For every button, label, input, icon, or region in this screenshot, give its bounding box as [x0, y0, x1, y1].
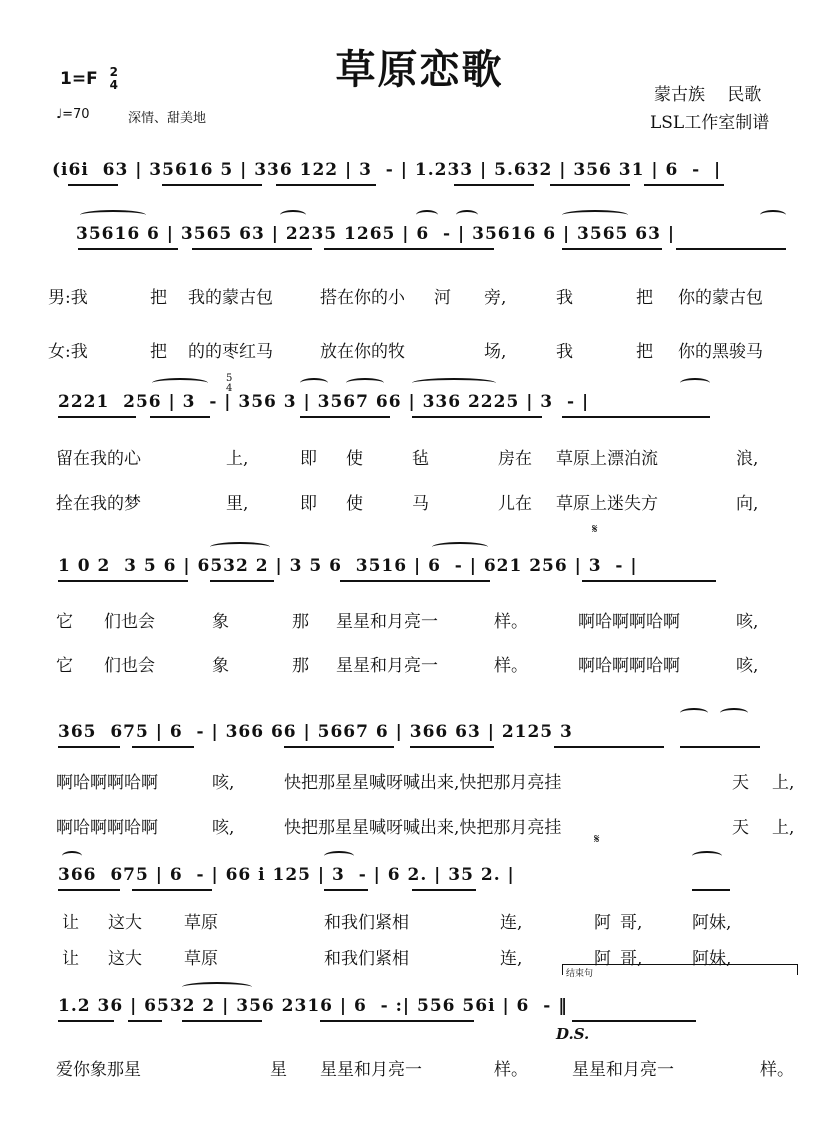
slur [680, 708, 708, 718]
lyric-word: 它 [56, 656, 73, 676]
lyric-word: 那 [292, 656, 309, 676]
beam-line [58, 746, 120, 748]
beam-line [692, 889, 730, 891]
beam-line [572, 1020, 696, 1022]
lyric-word: 和我们紧相 [324, 913, 409, 933]
ds-mark: D.S. [556, 1025, 590, 1043]
slur [720, 708, 748, 718]
lyric-word: 的的枣红马 [188, 342, 273, 362]
lyric-word: 阿妹, [692, 949, 732, 969]
lyric-word: 草原上迷失方 [556, 494, 658, 514]
lyric-word: 上, [226, 449, 249, 469]
beam-line [454, 184, 534, 186]
lyric-word: 啊哈啊啊哈啊 [578, 656, 680, 676]
lyric-word: 样。 [494, 656, 528, 676]
lyric-word: 星星和月亮一 [320, 1060, 422, 1080]
beam-line [284, 746, 394, 748]
expression-mark: 深情、甜美地 [128, 111, 207, 126]
lyric-word: 这大 [108, 913, 142, 933]
lyric-word: 旁, [484, 288, 507, 308]
lyric-word: 咳, [736, 612, 759, 632]
lyric-word: 样。 [760, 1060, 794, 1080]
lyric-word: 样。 [494, 612, 528, 632]
lyric-word: 草原上漂泊流 [556, 449, 658, 469]
lyric-word: 象 [212, 612, 229, 632]
lyric-word: 阿 [594, 949, 611, 969]
lyric-word: 星 [270, 1060, 287, 1080]
lyric-word: 快把那星星喊呀喊出来,快把那月亮挂 [284, 818, 562, 838]
lyric-word: 搭在你的小 [320, 288, 405, 308]
lyric-word: 你的蒙古包 [678, 288, 763, 308]
lyric-word: 草原 [184, 913, 218, 933]
lyric-word: 把 [150, 342, 167, 362]
beam-line [562, 248, 662, 250]
lyric-word: 把 [636, 288, 653, 308]
beam-line [676, 248, 786, 250]
lyric-word: 连, [500, 913, 523, 933]
staff-notes: 1.2 36 | 6532 2 | 356 2316 | 6 - :| 556 56i | 6 - ‖ [58, 996, 568, 1016]
lyric-word: 它 [56, 612, 73, 632]
lyric-word: 们也会 [104, 612, 155, 632]
time-top: 2 [109, 65, 118, 79]
lyric-word: 马 [412, 494, 429, 514]
lyric-word: 样。 [494, 1060, 528, 1080]
slur [210, 542, 270, 552]
beam-line [58, 580, 188, 582]
beam-line [192, 248, 312, 250]
slur [692, 851, 722, 861]
transcriber-credit: LSL工作室制谱 [650, 113, 770, 133]
staff-line-6 [0, 857, 839, 907]
staff-notes: 35616 6 | 3565 63 | 2235 1265 | 6 - | 35616 6 | 3565 63 | [76, 224, 676, 244]
lyric-line-3a [0, 607, 839, 635]
slur [80, 210, 146, 220]
lyric-word: 上, [772, 773, 795, 793]
beam-line [680, 746, 760, 748]
lyric-word: 毡 [412, 449, 429, 469]
lyric-word: 和我们紧相 [324, 949, 409, 969]
lyric-word: 里, [226, 494, 249, 514]
beam-line [162, 184, 262, 186]
lyric-word: 天 [732, 773, 749, 793]
beam-line [276, 184, 376, 186]
key-signature [60, 66, 118, 92]
beam-line [68, 184, 118, 186]
staff-notes: (i6i 63 | 35616 5 | 336 122 | 3 - | 1.233 | 5.632 | 356 31 | 6 - | [52, 160, 722, 180]
staff-line-2 [0, 216, 839, 266]
segno-mark: 𝄋 [594, 832, 600, 847]
meter-bottom: 4 [226, 383, 233, 394]
meter-change [226, 374, 232, 394]
lyric-word: 象 [212, 656, 229, 676]
lyric-word: 们也会 [104, 656, 155, 676]
lyric-word: 啊哈啊啊哈啊 [578, 612, 680, 632]
slur [62, 851, 82, 861]
lyric-line-female [0, 337, 839, 365]
slur [456, 210, 478, 220]
slur [416, 210, 438, 220]
lyric-word: 场, [484, 342, 507, 362]
slur [412, 378, 496, 388]
beam-line [340, 580, 490, 582]
slur [300, 378, 328, 388]
time-signature [110, 66, 118, 92]
ending-label: 结束句 [566, 969, 594, 979]
beam-line [554, 746, 664, 748]
staff-notes: 2221 256 | 3 - | 356 3 | 3567 66 | 336 2225 | 3 - | [58, 392, 590, 412]
lyric-word: 即 [300, 494, 317, 514]
lyric-word: 咳, [736, 656, 759, 676]
lyric-line-2a [0, 444, 839, 472]
staff-notes: 366 675 | 6 - | 66 i 125 | 3 - | 6 2. | 35 2. | [58, 865, 515, 885]
staff-line-5 [0, 714, 839, 764]
lyric-word: 向, [736, 494, 759, 514]
beam-line [78, 248, 178, 250]
ending-bracket [562, 964, 798, 975]
lyric-word: 星星和月亮一 [572, 1060, 674, 1080]
lyric-word: 男:我 [48, 288, 88, 308]
beam-line [550, 184, 630, 186]
lyric-word: 啊哈啊啊哈啊 [56, 773, 158, 793]
lyric-line-4a [0, 768, 839, 796]
beam-line [412, 889, 476, 891]
slur [562, 210, 628, 220]
lyric-word: 使 [346, 494, 363, 514]
lyric-word: 阿妹, [692, 913, 732, 933]
key-text: 1=F [60, 69, 98, 89]
slur [680, 378, 710, 388]
beam-line [132, 746, 194, 748]
beam-line [58, 1020, 114, 1022]
lyric-word: 放在你的牧 [320, 342, 405, 362]
lyric-word: 草原 [184, 949, 218, 969]
lyric-word: 女:我 [48, 342, 88, 362]
meter-top: 5 [226, 373, 233, 384]
slur [182, 982, 252, 992]
lyric-word: 哥, [620, 949, 643, 969]
beam-line [182, 1020, 262, 1022]
lyric-line-5a [0, 908, 839, 936]
lyric-line-4b [0, 813, 839, 841]
song-title: 草原恋歌 [335, 47, 504, 93]
slur [346, 378, 384, 388]
lyric-word: 房在 [498, 449, 532, 469]
staff-line-4 [0, 548, 839, 598]
beam-line [582, 580, 716, 582]
beam-line [58, 889, 120, 891]
lyric-word: 使 [346, 449, 363, 469]
origin-credit: 蒙古族 民歌 [654, 85, 762, 105]
beam-line [412, 416, 542, 418]
lyric-word: 即 [300, 449, 317, 469]
beam-line [324, 889, 368, 891]
lyric-word: 哥, [620, 913, 643, 933]
staff-notes: 1 0 2 3 5 6 | 6532 2 | 3 5 6 3516 | 6 - | 621 256 | 3 - | [58, 556, 638, 576]
lyric-word: 啊哈啊啊哈啊 [56, 818, 158, 838]
lyric-word: 浪, [736, 449, 759, 469]
lyric-line-male [0, 283, 839, 311]
time-bottom: 4 [109, 78, 118, 92]
lyric-word: 这大 [108, 949, 142, 969]
lyric-word: 星星和月亮一 [336, 656, 438, 676]
beam-line [300, 416, 390, 418]
lyric-word: 你的黑骏马 [678, 342, 763, 362]
lyric-word: 把 [636, 342, 653, 362]
lyric-word: 我 [556, 342, 573, 362]
beam-line [562, 416, 710, 418]
lyric-word: 快把那星星喊呀喊出来,快把那月亮挂 [284, 773, 562, 793]
lyric-word: 留在我的心 [56, 449, 141, 469]
lyric-word: 爱你象那星 [56, 1060, 141, 1080]
lyric-word: 上, [772, 818, 795, 838]
beam-line [210, 580, 274, 582]
slur [432, 542, 488, 552]
lyric-line-6 [0, 1055, 839, 1083]
beam-line [150, 416, 210, 418]
slur [152, 378, 208, 388]
tempo-mark: ♩=70 [56, 107, 90, 122]
slur [760, 210, 786, 220]
lyric-word: 儿在 [498, 494, 532, 514]
lyric-line-3b [0, 651, 839, 679]
lyric-word: 咳, [212, 773, 235, 793]
staff-line-7 [0, 988, 839, 1038]
beam-line [320, 1020, 474, 1022]
lyric-word: 那 [292, 612, 309, 632]
staff-line-1 [0, 152, 839, 202]
segno-mark: 𝄋 [592, 522, 598, 537]
lyric-word: 天 [732, 818, 749, 838]
lyric-word: 连, [500, 949, 523, 969]
lyric-word: 让 [62, 949, 79, 969]
staff-line-3 [0, 373, 839, 434]
beam-line [410, 746, 494, 748]
lyric-word: 让 [62, 913, 79, 933]
beam-line [132, 889, 212, 891]
lyric-word: 我 [556, 288, 573, 308]
beam-line [58, 416, 136, 418]
slur [280, 210, 306, 220]
slur [324, 851, 354, 861]
lyric-word: 我的蒙古包 [188, 288, 273, 308]
lyric-word: 拴在我的梦 [56, 494, 141, 514]
lyric-word: 河 [434, 288, 451, 308]
beam-line [324, 248, 494, 250]
lyric-word: 星星和月亮一 [336, 612, 438, 632]
lyric-word: 阿 [594, 913, 611, 933]
lyric-word: 把 [150, 288, 167, 308]
staff-notes: 365 675 | 6 - | 366 66 | 5667 6 | 366 63 | 2125 3 [58, 722, 573, 742]
lyric-line-2b [0, 489, 839, 517]
beam-line [644, 184, 724, 186]
beam-line [128, 1020, 162, 1022]
lyric-word: 咳, [212, 818, 235, 838]
